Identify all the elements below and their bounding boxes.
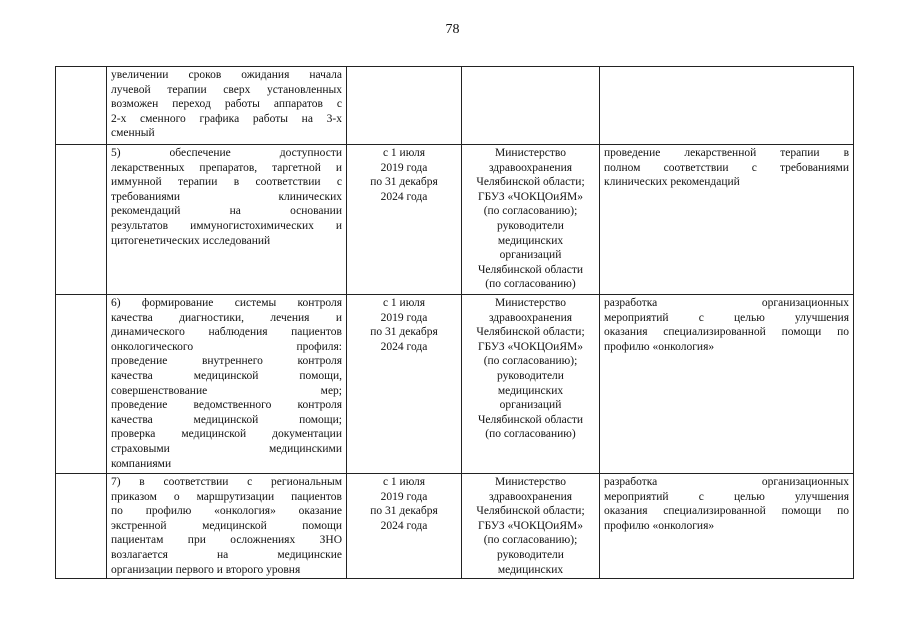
cell-text-line: по 31 декабря [370, 326, 438, 339]
expected-result-cell [600, 67, 854, 145]
cell-text-line: Челябинской области; [476, 505, 585, 518]
cell-text-line: страховыми медицинскими [111, 442, 342, 455]
cell-text-line: проведение лекарственной терапии в [604, 147, 849, 159]
cell-text-line: (по согласованию); [483, 205, 578, 218]
cell-text-line: ГБУЗ «ЧОКЦОиЯМ» [478, 190, 583, 203]
cell-text-line: разработка организационных [604, 476, 849, 488]
cell-text-line: 6) формирование системы контроля [111, 297, 342, 309]
number-cell [56, 295, 107, 474]
cell-text-line: сменный [111, 127, 155, 140]
cell-text-line: возлагается на медицинские [111, 548, 342, 561]
cell-text-line: здравоохранения [488, 311, 573, 324]
cell-text-line: 2024 года [380, 190, 428, 203]
cell-text-line: Министерство [495, 297, 566, 309]
cell-text-line: оказания специализированной помощи по [604, 326, 849, 339]
cell-text-line: с 1 июля [382, 476, 426, 488]
cell-text-line: оказания специализированной помощи по [604, 505, 849, 518]
cell-text-line: руководители [497, 548, 564, 561]
cell-text-line: цитогенетических исследований [111, 234, 271, 247]
cell-text-line: 2019 года [380, 311, 428, 324]
cell-text-line: здравоохранения [488, 490, 573, 503]
cell-text-line: 5) обеспечение доступности [111, 147, 342, 159]
cell-text-line: возможен переход работы аппаратов с [111, 98, 342, 111]
cell-text-line: медицинских [497, 563, 564, 576]
cell-text-line: Челябинской области [477, 263, 584, 276]
term-cell [347, 295, 462, 474]
cell-text-line: совершенствование мер; [111, 384, 342, 397]
cell-text-line: по профилю «онкология» оказание [111, 505, 342, 518]
cell-text-line: Челябинской области [477, 413, 584, 426]
cell-text-line: рекомендаций на основании [111, 205, 342, 218]
term-cell [347, 474, 462, 579]
cell-text-line: лекарственных препаратов, таргетной и [111, 161, 342, 174]
responsible-cell [462, 474, 600, 579]
cell-text-line: качества диагностики, лечения и [111, 311, 342, 324]
cell-text-line: медицинских [497, 384, 564, 397]
cell-text-line: 2019 года [380, 490, 428, 503]
page-number: 78 [445, 22, 460, 37]
table-row-item-6 [56, 295, 854, 474]
cell-text-line: (по согласованию); [483, 355, 578, 368]
cell-text-line: иммунной терапии в соответствии с [111, 176, 342, 189]
cell-text-line: разработка организационных [604, 297, 849, 309]
expected-result-cell [600, 145, 854, 295]
cell-text-line: полном соответствии с требованиями [604, 161, 849, 174]
cell-text-line: профилю «онкология» [604, 519, 715, 532]
cell-text-line: мероприятий с целью улучшения [604, 490, 849, 503]
cell-text-line: (по согласованию) [485, 428, 576, 441]
term-cell [347, 67, 462, 145]
cell-text-line: руководители [497, 369, 564, 382]
cell-text-line: качества медицинской помощи, [111, 369, 342, 382]
cell-text-line: Челябинской области; [476, 326, 585, 339]
cell-text-line: динамического наблюдения пациентов [111, 326, 342, 339]
responsible-cell [462, 67, 600, 145]
term-cell [347, 145, 462, 295]
measure-description-cell [107, 295, 347, 474]
cell-text-line: 2019 года [380, 161, 428, 174]
cell-text-line: Челябинской области; [476, 176, 585, 189]
cell-text-line: мероприятий с целью улучшения [604, 311, 849, 324]
table-row-item-7 [56, 474, 854, 579]
table-row-continuation [56, 67, 854, 145]
cell-text-line: 2-х сменного графика работы на 3-х [111, 112, 342, 125]
cell-text-line: здравоохранения [488, 161, 573, 174]
cell-text-line: ГБУЗ «ЧОКЦОиЯМ» [478, 340, 583, 353]
cell-text-line: организации первого и второго уровня [111, 563, 301, 576]
cell-text-line: экстренной медицинской помощи [111, 519, 342, 532]
cell-text-line: увеличении сроков ожидания начала [111, 69, 342, 81]
cell-text-line: онкологического профиля: [111, 340, 342, 353]
number-cell [56, 145, 107, 295]
cell-text-line: Министерство [495, 476, 566, 488]
expected-result-cell [600, 295, 854, 474]
cell-text-line: 2024 года [380, 519, 428, 532]
cell-text-line: (по согласованию); [483, 534, 578, 547]
measure-description-cell [107, 145, 347, 295]
cell-text-line: качества медицинской помощи; [111, 413, 342, 426]
measures-table-body [56, 67, 854, 579]
cell-text-line: организаций [499, 249, 562, 262]
number-cell [56, 67, 107, 145]
measure-description-cell [107, 474, 347, 579]
number-cell [56, 474, 107, 579]
responsible-cell [462, 145, 600, 295]
cell-text-line: с 1 июля [382, 147, 426, 159]
cell-text-line: компаниями [111, 457, 172, 470]
cell-text-line: проверка медицинской документации [111, 428, 342, 441]
measure-description-cell [107, 67, 347, 145]
cell-text-line: (по согласованию) [485, 278, 576, 291]
cell-text-line: клинических рекомендаций [604, 176, 740, 189]
cell-text-line: по 31 декабря [370, 176, 438, 189]
table-row-item-5 [56, 145, 854, 295]
cell-text-line: Министерство [495, 147, 566, 159]
cell-text-line: 7) в соответствии с региональным [111, 476, 342, 488]
cell-text-line: медицинских [497, 234, 564, 247]
cell-text-line: проведение внутреннего контроля [111, 355, 342, 368]
cell-text-line: приказом о маршрутизации пациентов [111, 490, 342, 503]
cell-text-line: с 1 июля [382, 297, 426, 309]
cell-text-line: профилю «онкология» [604, 340, 715, 353]
cell-text-line: проведение ведомственного контроля [111, 399, 342, 412]
measures-table [55, 66, 854, 579]
cell-text-line: руководители [497, 219, 564, 232]
cell-text-line: требованиями клинических [111, 190, 342, 203]
cell-text-line: пациентам при осложнениях ЗНО [111, 534, 342, 547]
cell-text-line: ГБУЗ «ЧОКЦОиЯМ» [478, 519, 583, 532]
cell-text-line: по 31 декабря [370, 505, 438, 518]
cell-text-line: результатов иммуногистохимических и [111, 219, 342, 232]
responsible-cell [462, 295, 600, 474]
cell-text-line: организаций [499, 399, 562, 412]
expected-result-cell [600, 474, 854, 579]
cell-text-line: лучевой терапии сверх установленных [111, 83, 342, 96]
cell-text-line: 2024 года [380, 340, 428, 353]
